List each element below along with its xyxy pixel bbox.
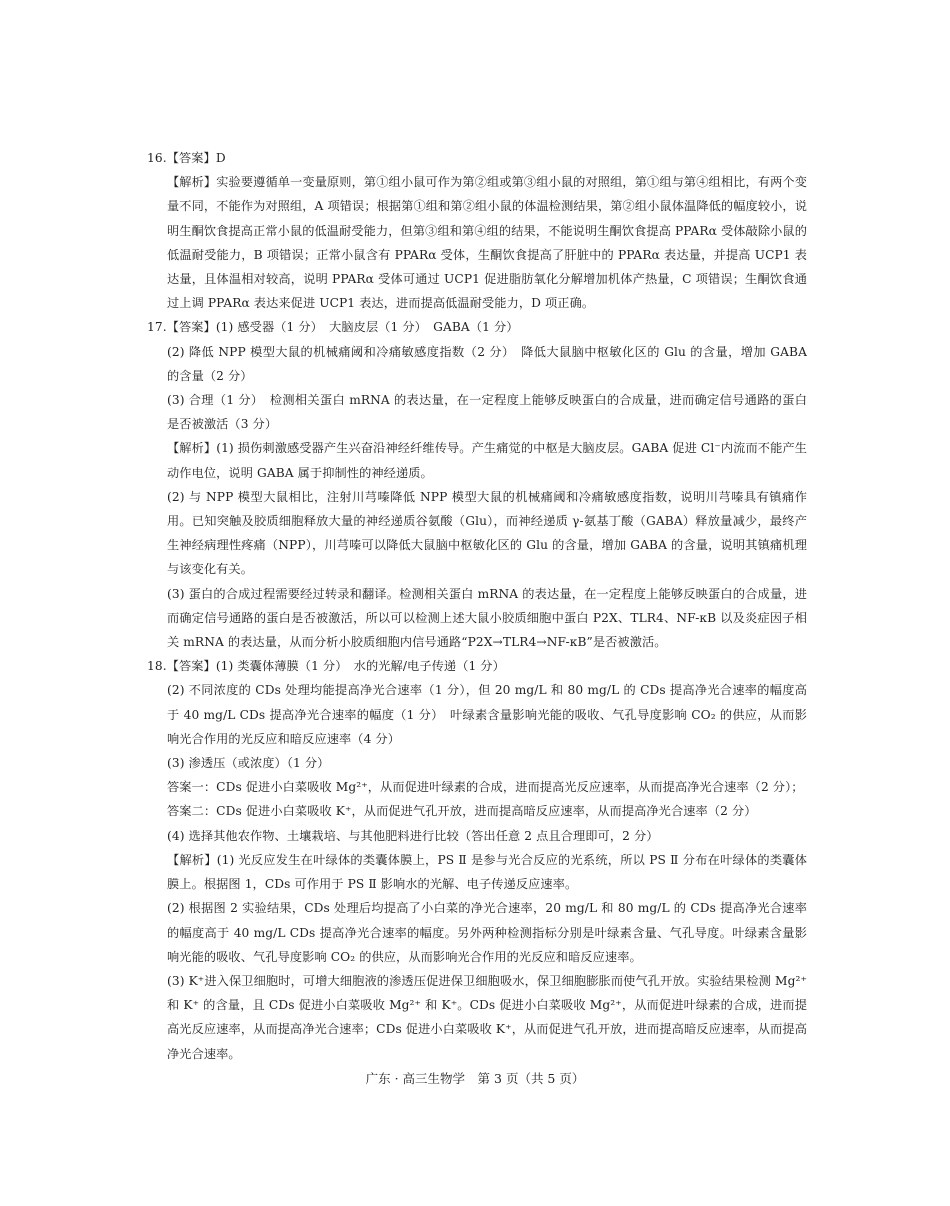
q17-answer-part2: (2) 降低 NPP 模型大鼠的机械痛阈和冷痛敏感度指数（2 分） 降低大鼠脑中枢敏化区的 Glu 的含量，增加 GABA 的含量（2 分） [167, 344, 807, 383]
q17-analysis-part1: 【解析】(1) 损伤刺激感受器产生兴奋沿神经纤维传导。产生痛觉的中枢是大脑皮层。GABA 促进 Cl⁻内流而不能产生动作电位，说明 GABA 属于抑制性的神经递质。 [167, 441, 807, 480]
page-content [147, 146, 807, 1066]
q18-answer-part2: (2) 不同浓度的 CDs 处理均能提高净光合速率（1 分），但 20 mg/L 和 80 mg/L 的 CDs 提高净光合速率的幅度高于 40 mg/L CDs 提高净光合速率的幅度（1 分） 叶绿素含量影响光能的吸收、气孔导度影响 CO₂ 的供应，从而影响光合作用的光反应和暗反应速率（4 分） [167, 683, 807, 746]
q18-option-two: 答案二：CDs 促进小白菜吸收 K⁺，从而促进气孔开放，进而提高暗反应速率，从而提高净光合速率（2 分） [167, 804, 757, 819]
q18-analysis-part2: (2) 根据图 2 实验结果，CDs 处理后均提高了小白菜的净光合速率，20 mg/L 和 80 mg/L 的 CDs 提高净光合速率的幅度高于 40 mg/L CDs 提高净光合速率的幅度。另外两种检测指标分别是叶绿素含量、气孔导度。叶绿素含量影响光能的吸收、气孔导度影响 CO₂ 的供应，从而影响光合作用的光反应和暗反应速率。 [167, 901, 807, 964]
page-footer: 广东 · 高三生物学 第 3 页（共 5 页） [365, 1071, 585, 1086]
q18-answer-part3: (3) 渗透压（或浓度）（1 分） [167, 756, 330, 771]
q16-answer: 16.【答案】D [147, 151, 226, 165]
q17-answer-part3: (3) 合理（1 分） 检测相关蛋白 mRNA 的表达量，在一定程度上能够反映蛋白的合成量，进而确定信号通路的蛋白是否被激活（3 分） [167, 393, 807, 432]
q17-analysis-part3: (3) 蛋白的合成过程需要经过转录和翻译。检测相关蛋白 mRNA 的表达量，在一定程度上能够反映蛋白的合成量，进而确定信号通路的蛋白是否被激活，所以可以检测上述大鼠小胶质细胞中蛋白 P2X、TLR4、NF-κB 以及炎症因子相关 mRNA 的表达量，从而分析小胶质细胞内信号通路“P2X→TLR4→NF-κB”是否被激活。 [167, 586, 807, 650]
q18-answer: 18.【答案】(1) 类囊体薄膜（1 分） 水的光解/电子传递（1 分） [147, 659, 505, 674]
q18-answer-part4: (4) 选择其他农作物、土壤栽培、与其他肥料进行比较（答出任意 2 点且合理即可，2 分） [167, 828, 659, 843]
q18-analysis-part3: (3) K⁺进入保卫细胞时，可增大细胞液的渗透压促进保卫细胞吸水，保卫细胞膨胀而使气孔开放。实验结果检测 Mg²⁺ 和 K⁺ 的含量，且 CDs 促进小白菜吸收 Mg²⁺ 和 K⁺。CDs 促进小白菜吸收 Mg²⁺，从而促进叶绿素的合成，进而提高光反应速率，从而提高净光合速率；CDs 促进小白菜吸收 K⁺，从而促进气孔开放，进而提高暗反应速率，从而提高净光合速率。 [167, 973, 807, 1061]
q17-answer: 17.【答案】(1) 感受器（1 分） 大脑皮层（1 分） GABA（1 分） [147, 320, 519, 335]
q18-option-one: 答案一：CDs 促进小白菜吸收 Mg²⁺，从而促进叶绿素的合成，进而提高光反应速率，从而提高净光合速率（2 分）； [167, 780, 804, 795]
q17-analysis-part2: (2) 与 NPP 模型大鼠相比，注射川芎嗪降低 NPP 模型大鼠的机械痛阈和冷痛敏感度指数，说明川芎嗪具有镇痛作用。已知突触及胶质细胞释放大量的神经递质谷氨酸（Glu），而神经递质 γ-氨基丁酸（GABA）释放量减少，最终产生神经病理性疼痛（NPP），川芎嗪可以降低大鼠脑中枢敏化区的 Glu 的含量，增加 GABA 的含量，说明其镇痛机理与该变化有关。 [167, 489, 807, 577]
q18-analysis-part1: 【解析】(1) 光反应发生在叶绿体的类囊体膜上，PS Ⅱ 是参与光合反应的光系统，所以 PS Ⅱ 分布在叶绿体的类囊体膜上。根据图 1，CDs 可作用于 PS Ⅱ 影响水的光解、电子传递反应速率。 [167, 852, 807, 892]
q16-analysis: 【解析】实验要遵循单一变量原则，第①组小鼠可作为第②组或第③组小鼠的对照组，第①组与第④组相比，有两个变量不同，不能作为对照组，A 项错误；根据第①组和第②组小鼠的体温检测结果，第②组小鼠体温降低的幅度较小，说明生酮饮食提高正常小鼠的低温耐受能力，但第③组和第④组的结果，不能说明生酮饮食提高 PPARα 受体敲除小鼠的低温耐受能力，B 项错误；正常小鼠含有 PPARα 受体，生酮饮食提高了肝脏中的 PPARα 表达量，并提高 UCP1 表达量，且体温相对较高，说明 PPARα 受体可通过 UCP1 促进脂肪氧化分解增加机体产热量，C 项错误；生酮饮食通过上调 PPARα 表达来促进 UCP1 表达，进而提高低温耐受能力，D 项正确。 [167, 175, 807, 311]
